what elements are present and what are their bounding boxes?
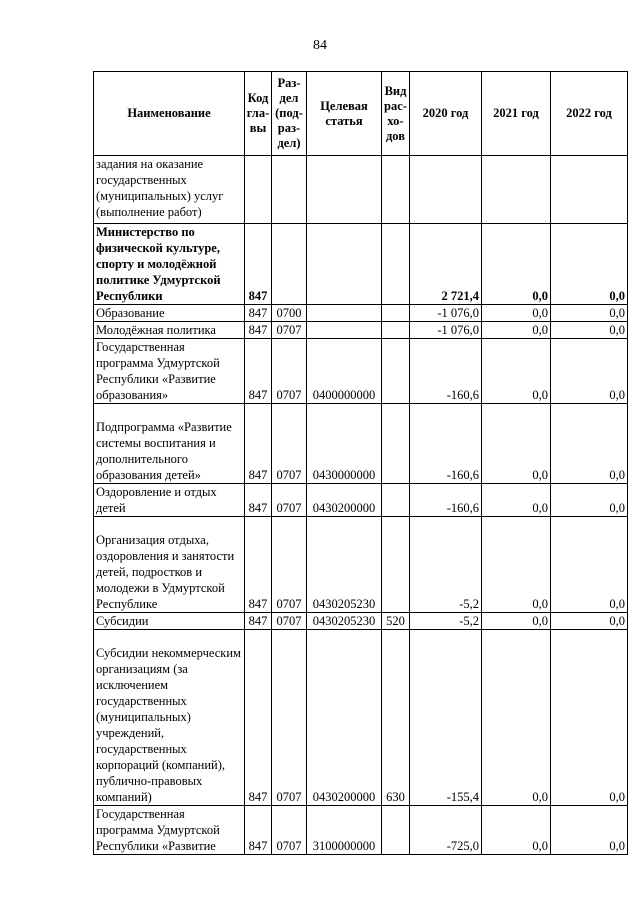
row-name: Образование <box>94 305 245 322</box>
row-2021: 0,0 <box>482 517 551 613</box>
row-name: Субсидии <box>94 613 245 630</box>
row-name: Оздоровление и отдых детей <box>94 484 245 517</box>
row-2021 <box>482 156 551 224</box>
row-section: 0707 <box>272 339 307 404</box>
row-name: Организация отдыха, оздоровления и занятости детей, подростков и молодежи в Удмуртской Республике <box>94 517 245 613</box>
row-type <box>382 404 410 484</box>
row-section: 0707 <box>272 517 307 613</box>
header-2021: 2021 год <box>482 72 551 156</box>
row-2020: -1 076,0 <box>410 305 482 322</box>
row-type <box>382 517 410 613</box>
row-ministry: 847 <box>245 339 272 404</box>
row-section <box>272 156 307 224</box>
row-target: 0430000000 <box>307 404 382 484</box>
row-ministry: 847 <box>245 613 272 630</box>
row-type <box>382 156 410 224</box>
row-target <box>307 305 382 322</box>
row-2020: -5,2 <box>410 517 482 613</box>
row-ministry: 847 <box>245 806 272 855</box>
table-row <box>94 224 628 305</box>
row-type: 520 <box>382 613 410 630</box>
budget-table <box>93 71 628 855</box>
header-expense-type: Вид рас-хо-дов <box>382 72 410 156</box>
header-target: Целевая статья <box>307 72 382 156</box>
row-type: 630 <box>382 630 410 806</box>
row-section: 0707 <box>272 613 307 630</box>
row-name: Субсидии некоммерческим организациям (за исключением государственных (муниципальных) учреждений, государственных корпораций (компаний), публично-правовых компаний) <box>94 630 245 806</box>
row-ministry: 847 <box>245 305 272 322</box>
row-2021: 0,0 <box>482 305 551 322</box>
table-row <box>94 339 628 404</box>
row-section: 0700 <box>272 305 307 322</box>
row-2022: 0,0 <box>551 322 628 339</box>
row-target: 3100000000 <box>307 806 382 855</box>
row-2020: -1 076,0 <box>410 322 482 339</box>
row-type <box>382 806 410 855</box>
row-2022: 0,0 <box>551 613 628 630</box>
row-2022: 0,0 <box>551 484 628 517</box>
header-2022: 2022 год <box>551 72 628 156</box>
row-type <box>382 224 410 305</box>
row-2020 <box>410 156 482 224</box>
row-2022: 0,0 <box>551 806 628 855</box>
row-2022: 0,0 <box>551 630 628 806</box>
table-row <box>94 156 628 224</box>
row-name: Министерство по физической культуре, спорту и молодёжной политике Удмуртской Республики <box>94 224 245 305</box>
table-row <box>94 484 628 517</box>
row-2020: -160,6 <box>410 484 482 517</box>
row-2021: 0,0 <box>482 630 551 806</box>
table-row <box>94 322 628 339</box>
row-target: 0430200000 <box>307 484 382 517</box>
row-type <box>382 305 410 322</box>
row-ministry: 847 <box>245 322 272 339</box>
row-ministry <box>245 156 272 224</box>
row-ministry: 847 <box>245 484 272 517</box>
row-name: задания на оказание государственных (муниципальных) услуг (выполнение работ) <box>94 156 245 224</box>
row-2021: 0,0 <box>482 404 551 484</box>
row-ministry: 847 <box>245 517 272 613</box>
row-2020: -725,0 <box>410 806 482 855</box>
row-2021: 0,0 <box>482 613 551 630</box>
table-row <box>94 806 628 855</box>
row-2020: -160,6 <box>410 339 482 404</box>
header-2020: 2020 год <box>410 72 482 156</box>
header-ministry-code: Код гла-вы <box>245 72 272 156</box>
header-section: Раз-дел (под-раз-дел) <box>272 72 307 156</box>
row-name: Молодёжная политика <box>94 322 245 339</box>
header-row <box>94 72 628 156</box>
row-type <box>382 339 410 404</box>
row-2021: 0,0 <box>482 484 551 517</box>
row-section: 0707 <box>272 322 307 339</box>
row-name: Подпрограмма «Развитие системы воспитания и дополнительного образования детей» <box>94 404 245 484</box>
page-number: 84 <box>313 38 327 53</box>
row-2022: 0,0 <box>551 339 628 404</box>
row-section: 0707 <box>272 630 307 806</box>
table-row <box>94 613 628 630</box>
row-2022: 0,0 <box>551 305 628 322</box>
row-target <box>307 322 382 339</box>
row-2022: 0,0 <box>551 404 628 484</box>
row-2021: 0,0 <box>482 322 551 339</box>
row-target: 0430205230 <box>307 613 382 630</box>
row-ministry: 847 <box>245 404 272 484</box>
table-row <box>94 630 628 806</box>
row-target <box>307 156 382 224</box>
row-2020: -155,4 <box>410 630 482 806</box>
row-section: 0707 <box>272 484 307 517</box>
table-row <box>94 404 628 484</box>
row-2022 <box>551 156 628 224</box>
row-2021: 0,0 <box>482 339 551 404</box>
row-target: 0400000000 <box>307 339 382 404</box>
row-2020: 2 721,4 <box>410 224 482 305</box>
table-row <box>94 517 628 613</box>
row-ministry: 847 <box>245 630 272 806</box>
row-2020: -5,2 <box>410 613 482 630</box>
row-2022: 0,0 <box>551 517 628 613</box>
row-2022: 0,0 <box>551 224 628 305</box>
row-section: 0707 <box>272 806 307 855</box>
row-name: Государственная программа Удмуртской Республики «Развитие <box>94 806 245 855</box>
table-row <box>94 305 628 322</box>
row-2020: -160,6 <box>410 404 482 484</box>
row-target: 0430205230 <box>307 517 382 613</box>
row-2021: 0,0 <box>482 224 551 305</box>
row-name: Государственная программа Удмуртской Республики «Развитие образования» <box>94 339 245 404</box>
row-section: 0707 <box>272 404 307 484</box>
header-name: Наименование <box>94 72 245 156</box>
row-ministry: 847 <box>245 224 272 305</box>
row-2021: 0,0 <box>482 806 551 855</box>
row-target: 0430200000 <box>307 630 382 806</box>
row-section <box>272 224 307 305</box>
row-target <box>307 224 382 305</box>
row-type <box>382 484 410 517</box>
row-type <box>382 322 410 339</box>
